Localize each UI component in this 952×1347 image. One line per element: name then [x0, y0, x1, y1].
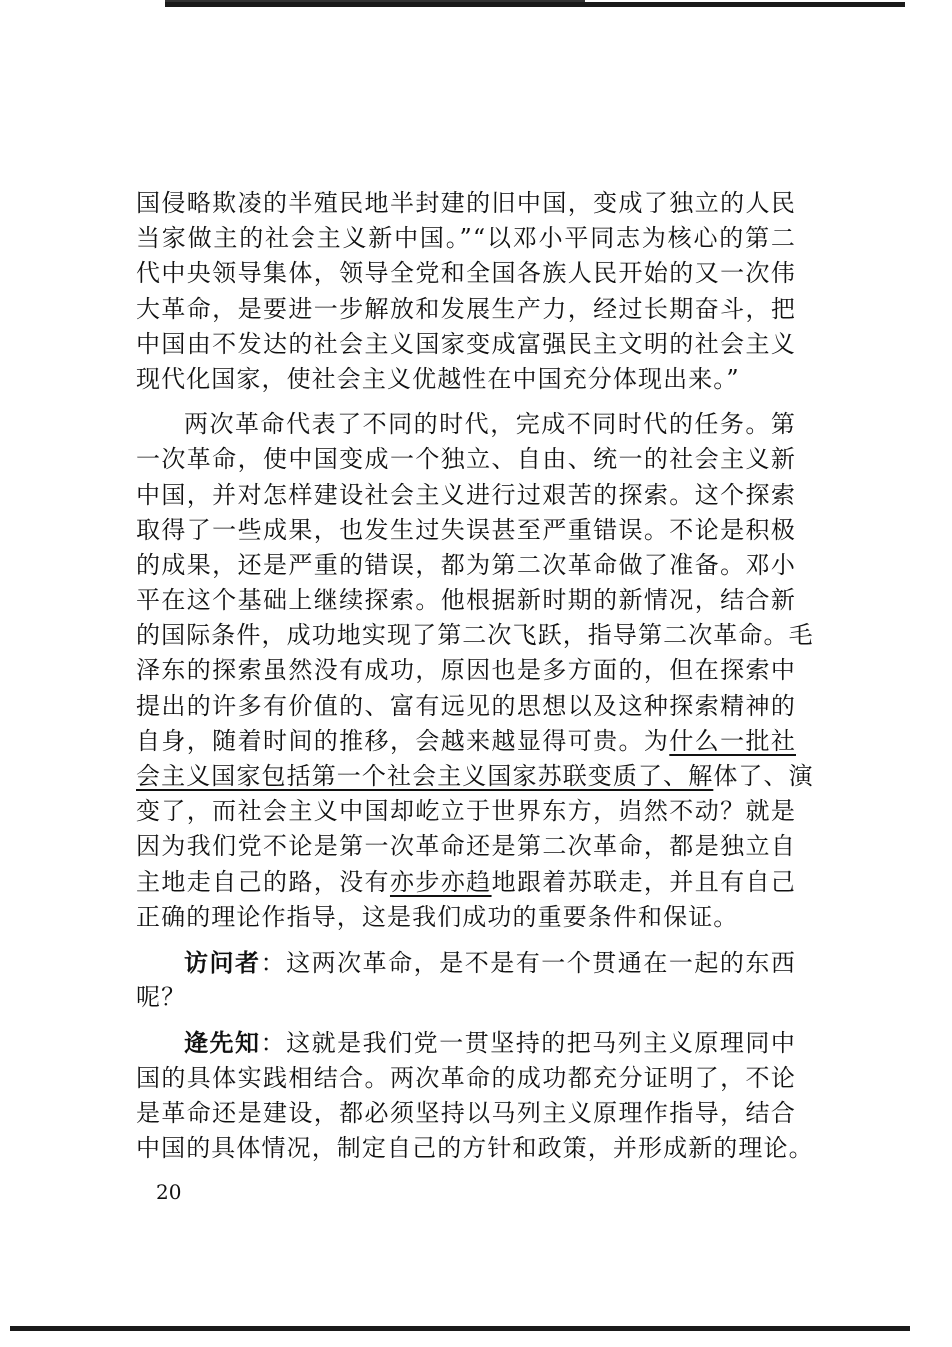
text-line: [136, 945, 796, 980]
paragraph-4: [136, 1025, 814, 1166]
line-text: 这两次革命，是不是有一个贯通在一起的东西: [286, 948, 797, 977]
text-line: 正确的理论作指导，这是我们成功的重要条件和保证。: [136, 902, 739, 931]
text-line: 是革命还是建设，都必须坚持以马列主义原理作指导，结合: [136, 1098, 796, 1127]
bottom-rule: [10, 1326, 910, 1331]
text-line-underlined: [136, 724, 796, 759]
text-line: 平在这个基础上继续探索。他根据新时期的新情况，结合新: [136, 586, 796, 615]
line-prefix: 自身，随着时间的推移，会越来越显得可贵。为: [136, 726, 670, 755]
handwritten-underline: 亦步亦趋: [389, 867, 492, 896]
text-line: 大革命，是要进一步解放和发展生产力，经过长期奋斗，把: [136, 294, 796, 323]
line-suffix: 地跟着苏联走，并且有自己: [491, 867, 797, 896]
speaker-label: 访问者: [184, 947, 261, 977]
text-line: 提出的许多有价值的、富有远见的思想以及这种探索精神的: [136, 691, 796, 720]
text-line: 中国的具体情况，制定自己的方针和政策，并形成新的理论。: [136, 1133, 814, 1162]
line-text: 这就是我们党一贯坚持的把马列主义原理同中: [286, 1029, 797, 1058]
speaker-label: 逄先知: [184, 1028, 261, 1058]
text-line: 变了，而社会主义中国却屹立于世界东方，岿然不动？就是: [136, 797, 796, 826]
text-line-underlined: [136, 865, 796, 900]
text-line: 泽东的探索虽然没有成功，原因也是多方面的，但在探索中: [136, 656, 796, 685]
paragraph-3: [136, 945, 796, 1015]
text-line: 当家做主的社会主义新中国。”“以邓小平同志为核心的第二: [136, 224, 796, 253]
text-line: 现代化国家，使社会主义优越性在中国充分体现出来。”: [136, 364, 740, 393]
paragraph-1: [136, 186, 796, 397]
text-line: 取得了一些成果，也发生过失误甚至严重错误。不论是积极: [136, 515, 796, 544]
text-line: 因为我们党不论是第一次革命还是第二次革命，都是独立自: [136, 832, 796, 861]
text-line: 两次革命代表了不同的时代，完成不同时代的任务。第: [184, 410, 796, 439]
handwritten-underline: 会主义国家包括第一个社会主义国家苏联变质了、解: [136, 762, 714, 790]
speaker-separator: ：: [260, 1029, 287, 1058]
page-number: 20: [156, 1180, 182, 1204]
handwritten-underline: 什么一批社: [669, 726, 796, 755]
text-line: [136, 1025, 796, 1060]
text-line-underlined: [136, 759, 814, 794]
line-suffix: 体了、演: [713, 762, 814, 790]
text-line: 一次革命，使中国变成一个独立、自由、统一的社会主义新: [136, 445, 796, 474]
speaker-separator: ：: [260, 948, 287, 977]
text-line: 的成果，还是严重的错误，都为第二次革命做了准备。邓小: [136, 550, 796, 579]
text-line: 的国际条件，成功地实现了第二次飞跃，指导第二次革命。毛: [136, 621, 814, 650]
paragraph-2: [136, 407, 814, 935]
text-line: 国侵略欺凌的半殖民地半封建的旧中国，变成了独立的人民: [136, 189, 796, 217]
text-line: 呢？: [136, 983, 187, 1012]
text-line: 中国由不发达的社会主义国家变成富强民主文明的社会主义: [136, 329, 796, 358]
text-line: 中国，并对怎样建设社会主义进行过艰苦的探索。这个探索: [136, 480, 796, 509]
top-rule: [165, 2, 905, 7]
text-line: 国的具体实践相结合。两次革命的成功都充分证明了，不论: [136, 1063, 796, 1092]
line-prefix: 主地走自己的路，没有: [136, 867, 390, 896]
page-body: [136, 186, 814, 1166]
text-line: 代中央领导集体，领导全党和全国各族人民开始的又一次伟: [136, 259, 796, 288]
